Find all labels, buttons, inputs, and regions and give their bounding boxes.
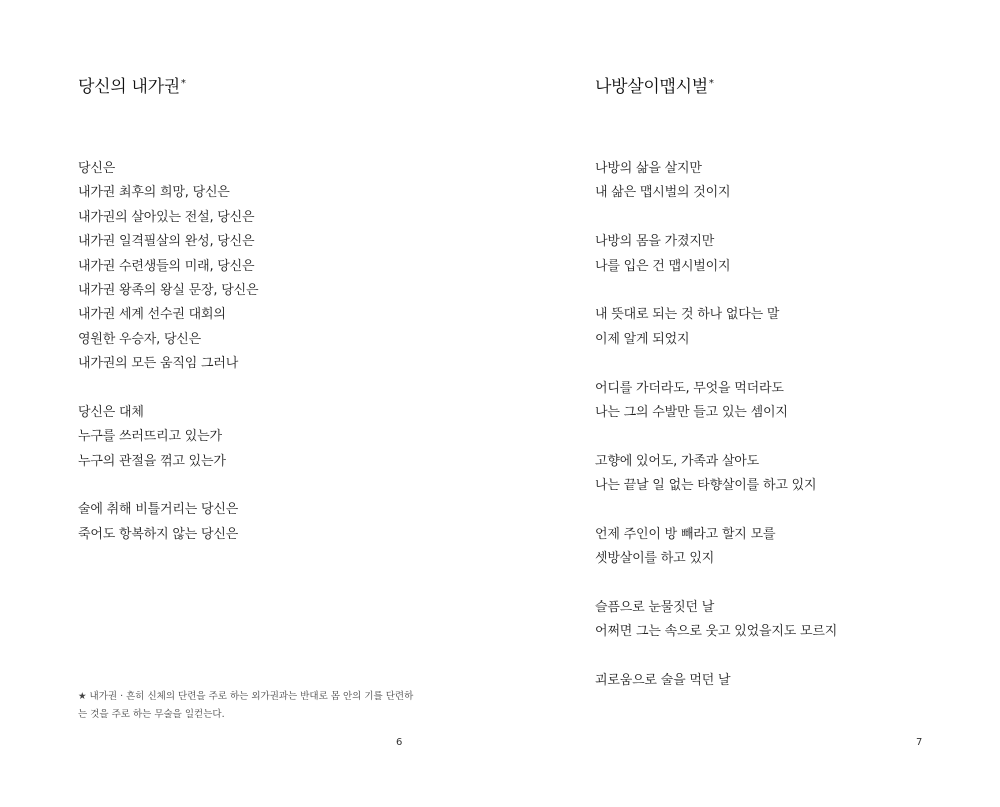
poem-line: 셋방살이를 하고 있지 [595, 551, 715, 567]
poem-line: 죽어도 항복하지 않는 당신은 [78, 526, 239, 542]
footnote-line: ★ 내가권 · 흔히 신체의 단련을 주로 하는 외가권과는 반대로 몸 안의 기를 단련하 [78, 691, 414, 702]
poem-title [78, 72, 186, 97]
footnote-marker: * [708, 78, 714, 89]
poem-line: 술에 취해 비틀거리는 당신은 [78, 502, 239, 518]
poem-line: 당신은 대체 [78, 404, 144, 420]
poem-line: 당신은 [78, 161, 116, 176]
stanza-break [78, 474, 258, 498]
stanza-break [595, 572, 837, 596]
poem-title-text: 당신의 내가권 [78, 77, 180, 97]
poem-body [78, 157, 258, 547]
poem-line: 내가권 왕족의 왕실 문장, 당신은 [78, 282, 259, 298]
poem-line: 누구의 관절을 꺾고 있는가 [78, 453, 226, 469]
poem-line: 어디를 가더라도, 무엇을 먹더라도 [595, 380, 784, 396]
poem-line: 나는 끝날 일 없는 타향살이를 하고 있지 [595, 478, 817, 494]
poem-line: 슬픔으로 눈물짓던 날 [595, 600, 715, 616]
poem-line: 내가권 수련생들의 미래, 당신은 [78, 258, 255, 274]
poem-line: 나방의 몸을 가졌지만 [595, 234, 715, 250]
poem-line: 내가권의 살아있는 전설, 당신은 [78, 209, 255, 225]
poem-line: 어쩌면 그는 속으로 웃고 있었을지도 모르지 [595, 624, 838, 640]
footnote-line: 는 것을 주로 하는 무술을 일컫는다. [78, 709, 225, 720]
poem-title-text: 나방살이맵시벌 [595, 77, 708, 97]
poem-line: 누구를 쓰러뜨리고 있는가 [78, 429, 222, 445]
footnote [78, 688, 418, 724]
poem-line: 이제 알게 되었지 [595, 331, 690, 347]
poem-line: 내가권 일격필살의 완성, 당신은 [78, 234, 255, 250]
right-page [500, 0, 1000, 807]
poem-line: 고향에 있어도, 가족과 살아도 [595, 453, 760, 469]
page-number: 6 [396, 737, 403, 748]
poem-body [595, 157, 837, 694]
poem-line: 괴로움으로 술을 먹던 날 [595, 673, 731, 689]
stanza-break [595, 645, 837, 669]
stanza-break [595, 498, 837, 522]
poem-line: 내가권의 모든 움직임 그러나 [78, 356, 239, 372]
stanza-break [595, 279, 837, 303]
poem-line: 내가권 세계 선수권 대회의 [78, 307, 226, 323]
poem-line: 나는 그의 수발만 들고 있는 셈이지 [595, 404, 788, 420]
footnote-marker: * [180, 78, 186, 89]
stanza-break [595, 352, 837, 376]
poem-line: 나를 입은 건 맵시벌이지 [595, 258, 731, 274]
poem-line: 내가권 최후의 희망, 당신은 [78, 185, 230, 201]
poem-line: 나방의 삶을 살지만 [595, 161, 702, 176]
stanza-break [595, 206, 837, 230]
poem-line: 영원한 우승자, 당신은 [78, 331, 202, 347]
stanza-break [595, 425, 837, 449]
poem-line: 내 삶은 맵시벌의 것이지 [595, 185, 731, 201]
poem-line: 언제 주인이 방 빼라고 할지 모를 [595, 526, 776, 542]
stanza-break [78, 377, 258, 401]
page-number: 7 [916, 737, 923, 748]
poem-title [595, 72, 714, 97]
poem-line: 내 뜻대로 되는 것 하나 없다는 말 [595, 307, 780, 323]
